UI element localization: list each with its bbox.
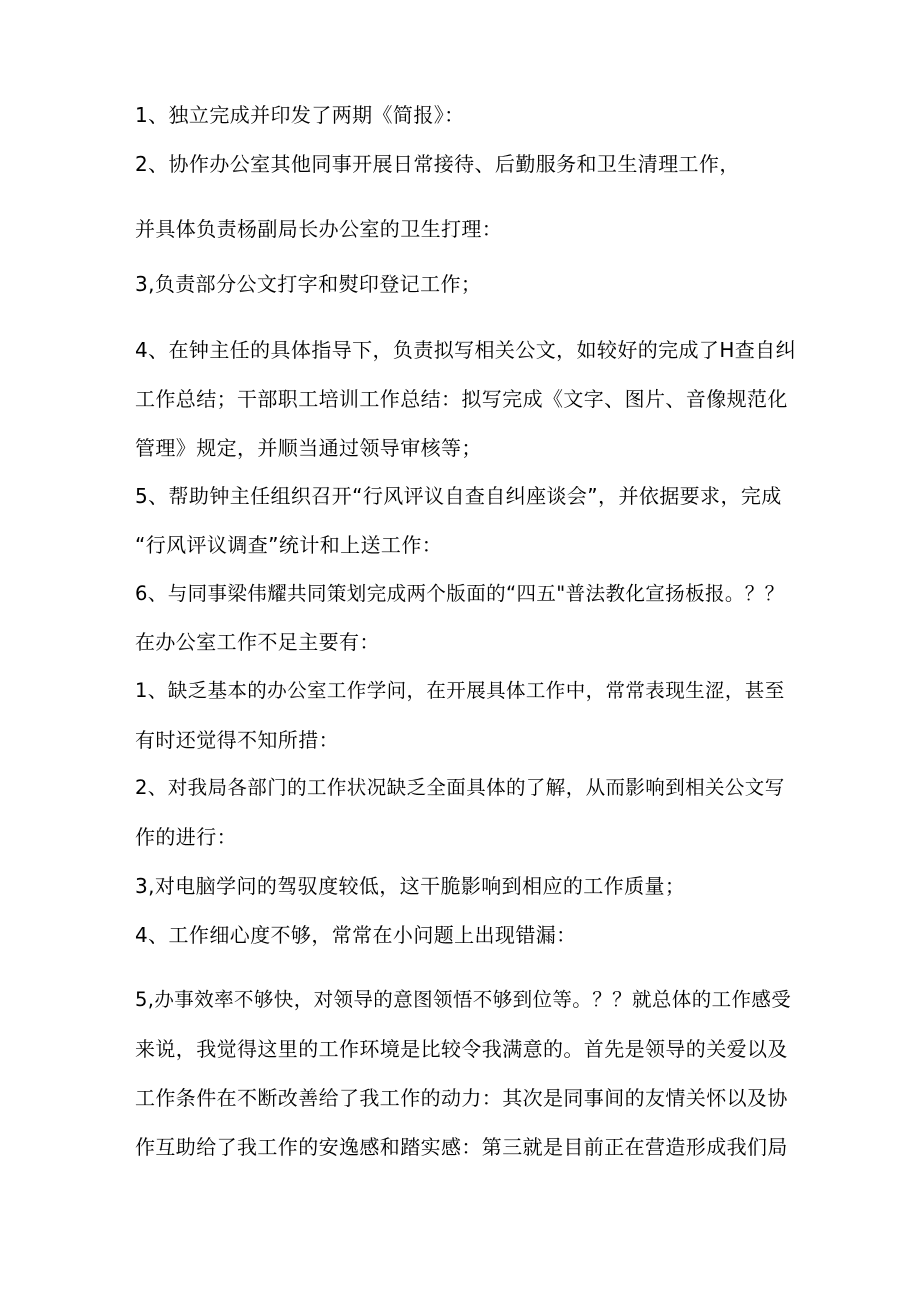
text-line-7: 管理》规定，并顺当通过领导审核等； (135, 436, 482, 460)
text-line-9: “行风评议调查”统计和上送工作： (135, 533, 443, 557)
text-line-12: 1、缺乏基本的办公室工作学问，在开展具体工作中，常常表现生涩，甚至 (135, 679, 785, 702)
text-line-17: 4、工作细心度不够，常常在小问题上出现错漏： (135, 923, 577, 947)
text-line-3: 并具体负责杨副局长办公室的卫生打理： (135, 217, 503, 241)
text-line-16: 3,对电脑学问的驾驭度较低，这干脆影响到相应的工作质量； (135, 874, 686, 898)
text-line-19: 来说，我觉得这里的工作环境是比较令我满意的。首先是领导的关爱以及 (135, 1037, 788, 1061)
text-line-15: 作的进行： (135, 825, 237, 849)
text-line-4: 3,负责部分公文打字和熨印登记工作； (135, 272, 482, 296)
text-line-11: 在办公室工作不足主要有： (135, 630, 380, 654)
text-line-18: 5,办事效率不够快，对领导的意图领悟不够到位等。？？就总体的工作感受 (135, 988, 792, 1011)
text-line-1: 1、独立完成并印发了两期《简报》： (135, 103, 465, 127)
text-line-20: 工作条件在不断改善给了我工作的动力：其次是同事间的友情关怀以及协 (135, 1086, 788, 1110)
text-line-21: 作互助给了我工作的安逸感和踏实感：第三就是目前正在营造形成我们局 (135, 1135, 788, 1159)
text-line-5: 4、在钟主任的具体指导下，负责拟写相关公文，如较好的完成了H查自纠 (135, 338, 796, 362)
text-line-13: 有时还觉得不知所措： (135, 728, 339, 752)
text-line-14: 2、对我局各部门的工作状况缺乏全面具体的了解，从而影响到相关公文写 (135, 776, 785, 799)
text-line-10: 6、与同事梁伟耀共同策划完成两个版面的“四五"普法教化宣扬板报。？？ (135, 582, 785, 605)
text-line-2: 2、协作办公室其他同事开展日常接待、后勤服务和卫生清理工作， (135, 152, 740, 176)
text-line-6: 工作总结；干部职工培训工作总结：拟写完成《文字、图片、音像规范化 (135, 387, 788, 411)
text-line-8: 5、帮助钟主任组织召开“行风评议自查自纠座谈会”，并依据要求，完成 (135, 484, 782, 508)
